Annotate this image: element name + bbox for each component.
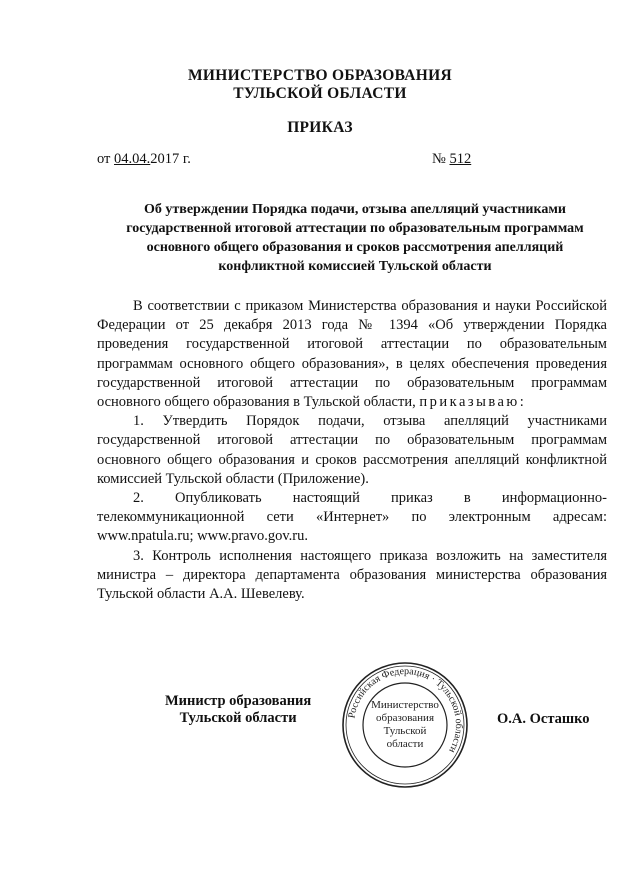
intro-text: В соответствии с приказом Министерства образования и науки Российской Федерации от 25 декабря 2013 года № 1394 «Об утверждении Порядка проведения государственной итоговой аттестации по образовательным программам основного общего образования», в целях обеспечения проведения государственной итоговой аттестации по образовательным программам основного общего образования в Тульской области, <box>97 298 607 411</box>
title-line: Об утверждении Порядка подачи, отзыва апелляций участниками <box>144 202 566 217</box>
order-item-2: 2. Опубликовать настоящий приказ в информационно-телекоммуникационной сети «Интернет» по электронным адресам: www.npatula.ru; www.pravo.gov.ru. <box>97 490 607 545</box>
document-type: ПРИКАЗ <box>287 119 353 136</box>
number-value: 512 <box>449 151 472 167</box>
ministry-name-line1: МИНИСТЕРСТВО ОБРАЗОВАНИЯ <box>187 67 453 84</box>
position-line: Министр образования <box>165 693 312 709</box>
official-seal <box>340 660 470 790</box>
intro-paragraph <box>97 297 607 412</box>
ministry-name-line2: ТУЛЬСКОЙ ОБЛАСТИ <box>233 85 407 102</box>
number-prefix: № <box>432 151 450 167</box>
order-item-3: 3. Контроль исполнения настоящего приказа возложить на заместителя министра – директора департамента образования министерства образования Тульской области А.А. Шевелеву. <box>97 547 607 603</box>
order-body <box>97 297 607 604</box>
order-word: приказываю: <box>419 394 527 411</box>
seal-text-line: Тульской <box>383 725 427 737</box>
order-title <box>110 200 600 276</box>
order-number <box>432 151 471 168</box>
order-item-1: 1. Утвердить Порядок подачи, отзыва апелляций участниками государственной итоговой аттестации по образовательным программам основного общего образования и сроков рассмотрения апелляций конфликтной комиссией Тульской области (Приложение). <box>97 413 607 487</box>
seal-text-line: образования <box>375 712 435 724</box>
order-date <box>97 151 191 168</box>
signatory-name: О.А. Осташко <box>497 711 590 727</box>
title-line: основного общего образования и сроков рассмотрения апелляций <box>146 240 564 255</box>
date-suffix: 2017 г. <box>150 151 191 167</box>
seal-text-line: Министерство <box>371 699 439 711</box>
seal-ring-text: Российская Федерация · Тульской области <box>346 665 465 755</box>
title-line: конфликтной комиссией Тульской области <box>218 259 492 274</box>
date-prefix: от <box>97 151 115 167</box>
signatory-position <box>165 693 311 727</box>
seal-text-line: области <box>386 738 424 750</box>
position-line: Тульской области <box>179 710 297 726</box>
title-line: государственной итоговой аттестации по образовательным программам <box>126 221 584 236</box>
seal-graphic <box>340 660 470 790</box>
date-value: 04.04. <box>114 151 151 167</box>
